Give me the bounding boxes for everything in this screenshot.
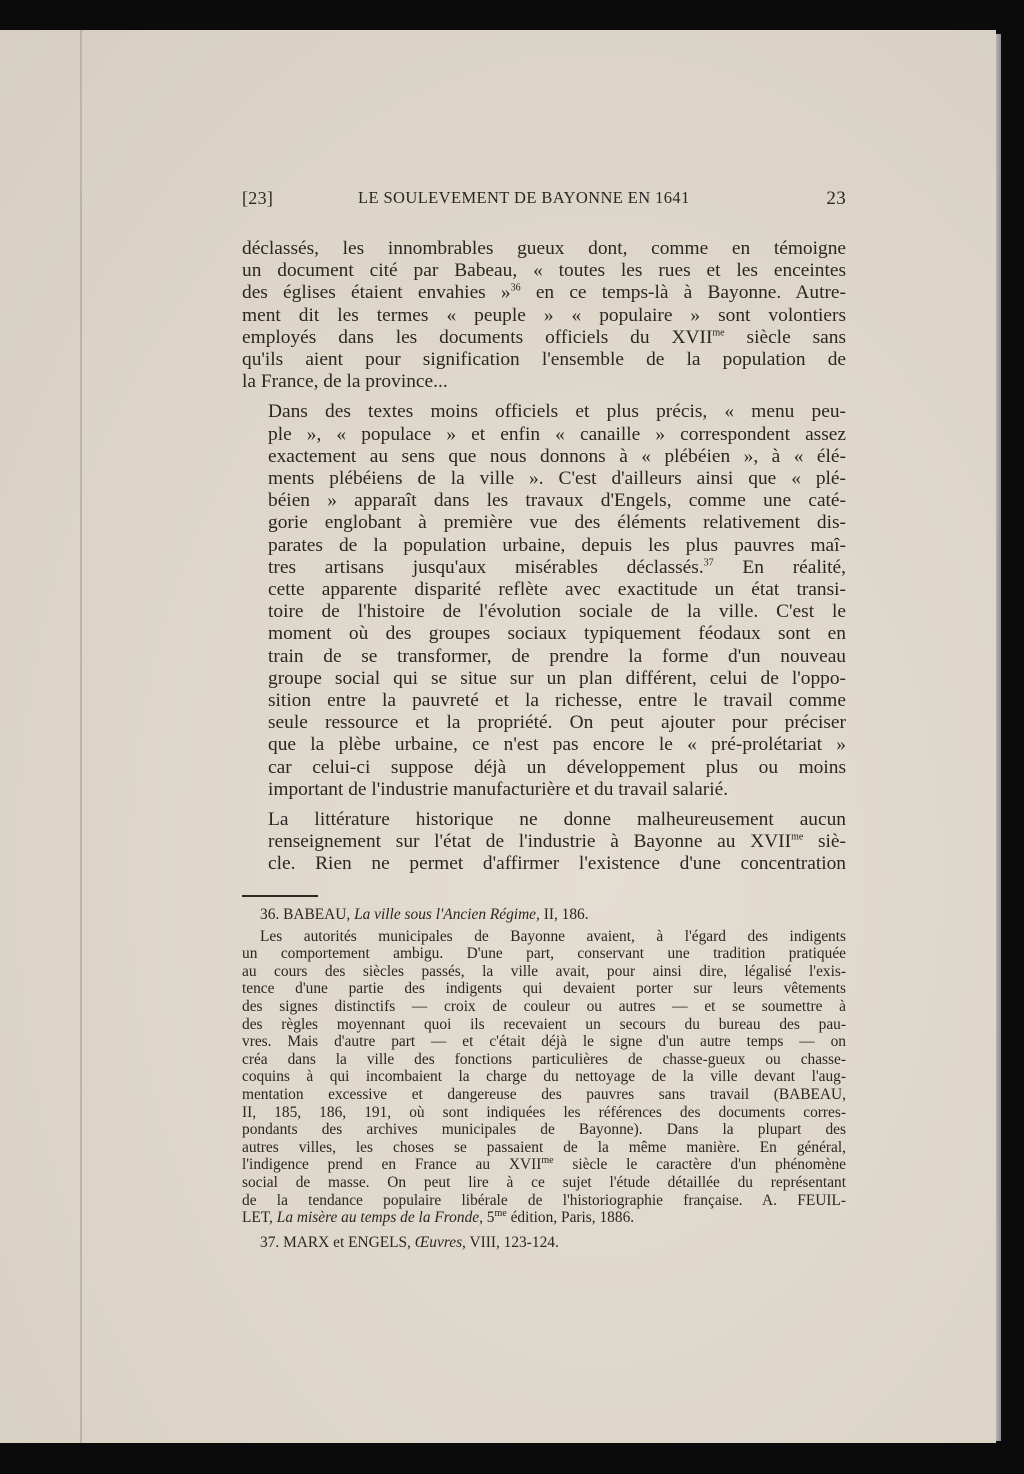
note-line (242, 1156, 846, 1174)
note-line: créa dans la ville des fonctions particulières de chasse-gueux ou chasse- (242, 1050, 846, 1068)
page-edge-shadow (996, 34, 1001, 1441)
footnote-ref-37[interactable]: 37 (703, 557, 714, 569)
text-fragment: l'indigence prend en France au XVII (242, 1156, 542, 1174)
paragraph-2 (242, 401, 846, 801)
text-line: ment dit les termes « peuple » « populaire » sont volontiers (242, 304, 846, 326)
footnote-separator (242, 895, 318, 897)
footnotes (242, 906, 846, 1251)
text-line: groupe social qui se situe sur un plan différent, celui de l'oppo- (268, 667, 846, 689)
text-line: sition entre la pauvreté et la richesse, entre le travail comme (268, 690, 846, 712)
text-line: la France, de la province... (242, 371, 448, 393)
text-fragment: siècle sans (724, 326, 846, 348)
text-line (242, 282, 846, 304)
note-line: Les autorités municipales de Bayonne avaient, à l'égard des indigents (260, 927, 846, 945)
text-fragment: employés dans les documents officiels du XVII (242, 326, 713, 348)
note-line: pondants des archives municipales de Bayonne). Dans la plupart des (242, 1121, 846, 1139)
note-line: social de masse. On peut lire à ce sujet l'étude détaillée du représentant (242, 1173, 846, 1191)
text-line: moment où des groupes sociaux typiquement féodaux sont en (268, 623, 846, 645)
note-line (242, 1209, 846, 1227)
footnote-36-title: La ville sous l'Ancien Régime, (354, 906, 540, 923)
footnote-36-body (242, 928, 846, 1227)
text-line: ple », « populace » et enfin « canaille » correspondent assez (268, 423, 846, 445)
header-bracket-number: [23] (242, 188, 274, 208)
text-line: toire de l'histoire de l'évolution sociale de la ville. C'est le (268, 601, 846, 623)
text-line (242, 557, 846, 579)
text-line: important de l'industrie manufacturière et du travail salarié. (268, 778, 729, 800)
header-title: LE SOULEVEMENT DE BAYONNE EN 1641 (358, 188, 690, 207)
text-line: Dans des textes moins officiels et plus précis, « menu peu- (268, 401, 846, 423)
footnote-37-tail: VIII, 123-124. (465, 1233, 559, 1251)
text-line: déclassés, les innombrables gueux dont, comme en témoigne (242, 238, 846, 259)
text-line (242, 327, 846, 349)
text-line: béien » apparaît dans les travaux d'Engels, comme une caté- (268, 490, 846, 512)
superscript: me (541, 1155, 554, 1167)
text-fragment: édition, Paris, 1886. (506, 1209, 635, 1227)
text-fragment: des églises étaient envahies » (242, 282, 511, 304)
text-line: La littérature historique ne donne malheureusement aucun (268, 809, 846, 831)
footnote-36 (242, 906, 846, 924)
text-line: cette apparente disparité reflète avec exactitude un état transi- (268, 579, 846, 601)
text-fragment: renseignement sur l'état de l'industrie à Bayonne au XVII (268, 831, 792, 853)
text-fragment: siècle le caractère d'un phénomène (553, 1156, 846, 1174)
note-line: un comportement ambigu. D'une part, conservant une tradition pratiquée (242, 945, 846, 963)
paragraph-3 (242, 809, 846, 876)
text-line: ments plébéiens de la ville ». C'est d'ailleurs ainsi que « plé- (268, 468, 846, 490)
note-line: des règles moyennant quoi ils recevaient un secours du bureau des pau- (242, 1015, 846, 1033)
note-line: II, 185, 186, 191, où sont indiquées les références des documents corres- (242, 1103, 846, 1121)
text-fragment: siè- (803, 831, 846, 853)
footnote-37-number: 37. MARX et ENGELS, (260, 1233, 415, 1251)
text-line (242, 831, 846, 853)
note-line: des signes distinctifs — croix de couleur ou autres — et se soumettre à (242, 997, 846, 1015)
text-line: parates de la population urbaine, depuis les plus pauvres maî- (268, 534, 846, 556)
text-fragment: En réalité, (713, 556, 847, 578)
text-line: gorie englobant à première vue des éléments relativement dis- (268, 512, 846, 534)
superscript: me (494, 1207, 507, 1219)
paragraph-1 (242, 238, 846, 393)
footnote-37 (242, 1234, 846, 1252)
text-line: train de se transformer, de prendre la forme d'un nouveau (268, 645, 846, 667)
footnote-36-number: 36. BABEAU, (260, 906, 355, 923)
superscript: me (712, 327, 725, 339)
superscript: me (791, 831, 804, 843)
text-line: que la plèbe urbaine, ce n'est pas encore le « pré-prolétariat » (268, 734, 846, 756)
note-line: au cours des siècles passés, la ville avait, pour ainsi dire, légalisé l'exis- (242, 962, 846, 980)
footnote-36-tail: II, 186. (539, 906, 589, 923)
body-text (242, 238, 846, 876)
note-line: autres villes, les choses se passaient de la même manière. En général, (242, 1138, 846, 1156)
text-fragment: tres artisans jusqu'aux misérables déclassés. (268, 556, 704, 578)
note-line: vres. Mais d'autre part — et c'était déjà le signe d'un autre temps — on (242, 1033, 846, 1051)
text-line: seule ressource et la propriété. On peut ajouter pour préciser (268, 712, 846, 734)
note-line: tence d'une partie des indigents qui devaient porter sur leurs vêtements (242, 980, 846, 998)
text-line: car celui-ci suppose déjà un développement plus ou moins (268, 756, 846, 778)
footnote-ref-36[interactable]: 36 (510, 282, 521, 294)
note-line: coquins à qui incombaient la charge du nettoyage de la ville devant l'aug- (242, 1068, 846, 1086)
note-line: mentation excessive et dangereuse des pauvres sans travail (BABEAU, (242, 1085, 846, 1103)
text-fragment: 5 (482, 1209, 495, 1227)
note-line: de la tendance populaire libérale de l'historiographie française. A. FEUIL- (242, 1191, 846, 1209)
page-number: 23 (826, 188, 846, 209)
text-fragment: LET, (242, 1209, 277, 1227)
running-header (242, 188, 846, 214)
text-line: exactement au sens que nous donnons à « plébéien », à « élé- (268, 445, 846, 467)
text-line: qu'ils aient pour signification l'ensemble de la population de (242, 349, 846, 371)
cited-title: La misère au temps de la Fronde, (276, 1209, 483, 1227)
text-fragment: en ce temps-là à Bayonne. Autre- (520, 282, 846, 304)
page-gutter (80, 30, 82, 1443)
footnote-37-title: Œuvres, (414, 1233, 466, 1251)
text-line: cle. Rien ne permet d'affirmer l'existence d'une concentration (268, 853, 846, 875)
text-line: un document cité par Babeau, « toutes les rues et les enceintes (242, 260, 846, 282)
